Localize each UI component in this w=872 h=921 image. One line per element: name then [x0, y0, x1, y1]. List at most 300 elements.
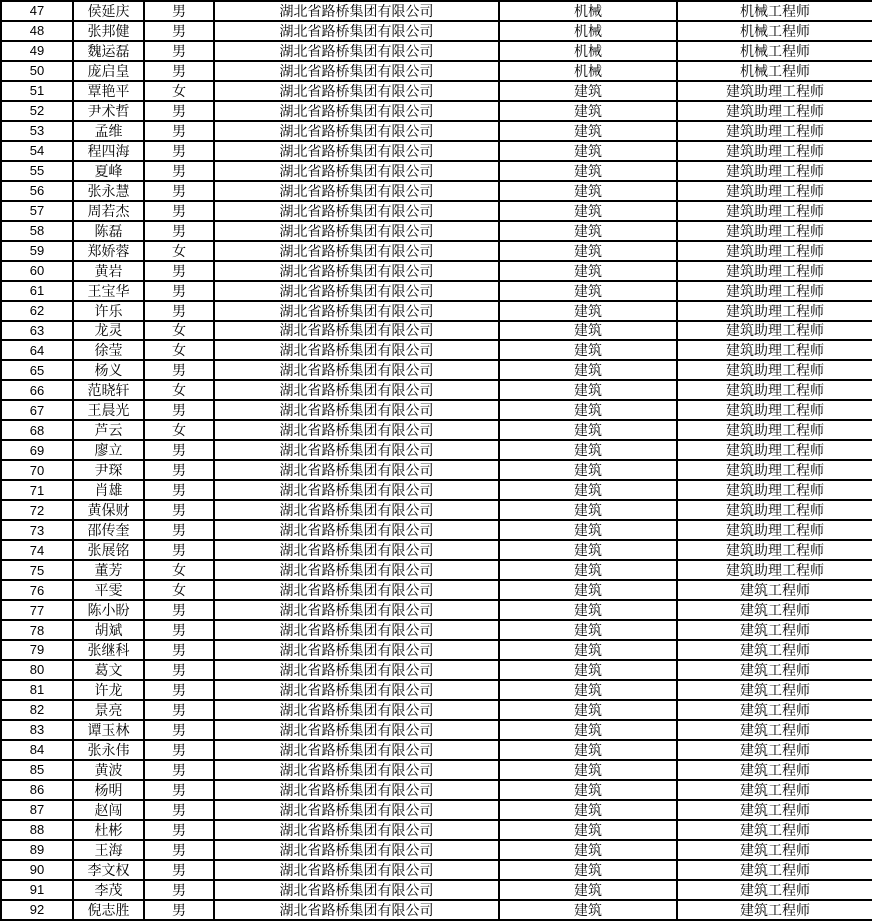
- cell-no[interactable]: 67: [1, 400, 73, 420]
- cell-name[interactable]: 平雯: [73, 580, 144, 600]
- cell-company[interactable]: 湖北省路桥集团有限公司: [214, 221, 499, 241]
- cell-company[interactable]: 湖北省路桥集团有限公司: [214, 81, 499, 101]
- cell-no[interactable]: 64: [1, 340, 73, 360]
- cell-company[interactable]: 湖北省路桥集团有限公司: [214, 380, 499, 400]
- table-row: [1, 400, 872, 420]
- cell-category[interactable]: 建筑: [499, 440, 677, 460]
- cell-name[interactable]: 魏运磊: [73, 41, 144, 61]
- cell-no[interactable]: 76: [1, 580, 73, 600]
- cell-gender[interactable]: 男: [144, 680, 214, 700]
- cell-category[interactable]: 建筑: [499, 660, 677, 680]
- cell-category[interactable]: 建筑: [499, 640, 677, 660]
- cell-gender[interactable]: 男: [144, 61, 214, 81]
- cell-gender[interactable]: 男: [144, 600, 214, 620]
- cell-no[interactable]: 71: [1, 480, 73, 500]
- cell-title[interactable]: 建筑助理工程师: [677, 201, 872, 221]
- cell-name[interactable]: 李文权: [73, 860, 144, 880]
- cell-company[interactable]: 湖北省路桥集团有限公司: [214, 840, 499, 860]
- cell-title[interactable]: 建筑助理工程师: [677, 221, 872, 241]
- cell-category[interactable]: 建筑: [499, 880, 677, 900]
- table-row: [1, 720, 872, 740]
- cell-company[interactable]: 湖北省路桥集团有限公司: [214, 340, 499, 360]
- cell-title[interactable]: 建筑助理工程师: [677, 520, 872, 540]
- cell-no[interactable]: 59: [1, 241, 73, 261]
- cell-gender[interactable]: 女: [144, 560, 214, 580]
- cell-no[interactable]: 61: [1, 281, 73, 301]
- cell-no[interactable]: 56: [1, 181, 73, 201]
- cell-category[interactable]: 建筑: [499, 261, 677, 281]
- cell-name[interactable]: 黄保财: [73, 500, 144, 520]
- cell-category[interactable]: 机械: [499, 61, 677, 81]
- cell-title[interactable]: 建筑工程师: [677, 580, 872, 600]
- cell-title[interactable]: 建筑工程师: [677, 900, 872, 920]
- cell-name[interactable]: 程四海: [73, 141, 144, 161]
- cell-company[interactable]: 湖北省路桥集团有限公司: [214, 241, 499, 261]
- cell-company[interactable]: 湖北省路桥集团有限公司: [214, 61, 499, 81]
- cell-company[interactable]: 湖北省路桥集团有限公司: [214, 760, 499, 780]
- cell-gender[interactable]: 女: [144, 580, 214, 600]
- cell-name[interactable]: 陈磊: [73, 221, 144, 241]
- cell-no[interactable]: 72: [1, 500, 73, 520]
- cell-company[interactable]: 湖北省路桥集团有限公司: [214, 400, 499, 420]
- cell-title[interactable]: 建筑助理工程师: [677, 281, 872, 301]
- cell-gender[interactable]: 男: [144, 740, 214, 760]
- cell-category[interactable]: 建筑: [499, 860, 677, 880]
- cell-no[interactable]: 92: [1, 900, 73, 920]
- cell-gender[interactable]: 男: [144, 181, 214, 201]
- table-row: [1, 121, 872, 141]
- cell-name[interactable]: 赵闯: [73, 800, 144, 820]
- cell-gender[interactable]: 男: [144, 141, 214, 161]
- cell-gender[interactable]: 女: [144, 241, 214, 261]
- cell-category[interactable]: 建筑: [499, 400, 677, 420]
- table-row: [1, 181, 872, 201]
- cell-no[interactable]: 80: [1, 660, 73, 680]
- cell-no[interactable]: 77: [1, 600, 73, 620]
- cell-category[interactable]: 建筑: [499, 281, 677, 301]
- cell-name[interactable]: 徐莹: [73, 340, 144, 360]
- cell-category[interactable]: 建筑: [499, 620, 677, 640]
- cell-gender[interactable]: 女: [144, 81, 214, 101]
- cell-name[interactable]: 张继科: [73, 640, 144, 660]
- cell-name[interactable]: 周若杰: [73, 201, 144, 221]
- cell-name[interactable]: 许乐: [73, 301, 144, 321]
- cell-name[interactable]: 肖雄: [73, 480, 144, 500]
- cell-gender[interactable]: 男: [144, 281, 214, 301]
- cell-gender[interactable]: 男: [144, 480, 214, 500]
- cell-no[interactable]: 62: [1, 301, 73, 321]
- cell-company[interactable]: 湖北省路桥集团有限公司: [214, 640, 499, 660]
- cell-category[interactable]: 建筑: [499, 380, 677, 400]
- cell-name[interactable]: 尹术哲: [73, 101, 144, 121]
- cell-category[interactable]: 建筑: [499, 520, 677, 540]
- cell-title[interactable]: 建筑助理工程师: [677, 460, 872, 480]
- cell-name[interactable]: 张永慧: [73, 181, 144, 201]
- cell-title[interactable]: 机械工程师: [677, 21, 872, 41]
- cell-no[interactable]: 79: [1, 640, 73, 660]
- cell-no[interactable]: 85: [1, 760, 73, 780]
- cell-company[interactable]: 湖北省路桥集团有限公司: [214, 660, 499, 680]
- cell-company[interactable]: 湖北省路桥集团有限公司: [214, 141, 499, 161]
- cell-gender[interactable]: 男: [144, 860, 214, 880]
- cell-category[interactable]: 机械: [499, 41, 677, 61]
- cell-no[interactable]: 54: [1, 141, 73, 161]
- cell-no[interactable]: 65: [1, 360, 73, 380]
- cell-gender[interactable]: 男: [144, 840, 214, 860]
- cell-gender[interactable]: 男: [144, 101, 214, 121]
- cell-gender[interactable]: 男: [144, 900, 214, 920]
- cell-company[interactable]: 湖北省路桥集团有限公司: [214, 860, 499, 880]
- cell-company[interactable]: 湖北省路桥集团有限公司: [214, 301, 499, 321]
- cell-name[interactable]: 张展铭: [73, 540, 144, 560]
- cell-gender[interactable]: 男: [144, 201, 214, 221]
- cell-company[interactable]: 湖北省路桥集团有限公司: [214, 360, 499, 380]
- cell-category[interactable]: 建筑: [499, 121, 677, 141]
- cell-company[interactable]: 湖北省路桥集团有限公司: [214, 321, 499, 341]
- cell-gender[interactable]: 男: [144, 161, 214, 181]
- cell-category[interactable]: 建筑: [499, 820, 677, 840]
- cell-company[interactable]: 湖北省路桥集团有限公司: [214, 720, 499, 740]
- cell-name[interactable]: 尹琛: [73, 460, 144, 480]
- cell-name[interactable]: 杨明: [73, 780, 144, 800]
- cell-category[interactable]: 建筑: [499, 600, 677, 620]
- cell-category[interactable]: 建筑: [499, 680, 677, 700]
- cell-gender[interactable]: 男: [144, 820, 214, 840]
- cell-name[interactable]: 许龙: [73, 680, 144, 700]
- cell-company[interactable]: 湖北省路桥集团有限公司: [214, 121, 499, 141]
- cell-no[interactable]: 49: [1, 41, 73, 61]
- cell-category[interactable]: 建筑: [499, 201, 677, 221]
- cell-name[interactable]: 龙灵: [73, 321, 144, 341]
- cell-category[interactable]: 建筑: [499, 500, 677, 520]
- cell-title[interactable]: 建筑工程师: [677, 720, 872, 740]
- cell-no[interactable]: 47: [1, 1, 73, 21]
- cell-title[interactable]: 建筑助理工程师: [677, 440, 872, 460]
- cell-gender[interactable]: 男: [144, 700, 214, 720]
- cell-gender[interactable]: 男: [144, 41, 214, 61]
- cell-category[interactable]: 建筑: [499, 181, 677, 201]
- cell-no[interactable]: 90: [1, 860, 73, 880]
- table-row: [1, 1, 872, 21]
- cell-no[interactable]: 60: [1, 261, 73, 281]
- cell-title[interactable]: 建筑工程师: [677, 600, 872, 620]
- cell-category[interactable]: 建筑: [499, 360, 677, 380]
- table-row: [1, 860, 872, 880]
- cell-gender[interactable]: 男: [144, 400, 214, 420]
- cell-company[interactable]: 湖北省路桥集团有限公司: [214, 540, 499, 560]
- cell-title[interactable]: 机械工程师: [677, 61, 872, 81]
- cell-gender[interactable]: 男: [144, 540, 214, 560]
- cell-title[interactable]: 建筑工程师: [677, 820, 872, 840]
- cell-no[interactable]: 89: [1, 840, 73, 860]
- cell-no[interactable]: 58: [1, 221, 73, 241]
- table-row: [1, 500, 872, 520]
- table-row: [1, 820, 872, 840]
- cell-category[interactable]: 建筑: [499, 301, 677, 321]
- cell-title[interactable]: 建筑工程师: [677, 620, 872, 640]
- cell-title[interactable]: 建筑助理工程师: [677, 340, 872, 360]
- cell-no[interactable]: 57: [1, 201, 73, 221]
- cell-title[interactable]: 建筑助理工程师: [677, 181, 872, 201]
- cell-title[interactable]: 建筑助理工程师: [677, 380, 872, 400]
- cell-name[interactable]: 王晨光: [73, 400, 144, 420]
- cell-title[interactable]: 建筑工程师: [677, 840, 872, 860]
- cell-gender[interactable]: 男: [144, 221, 214, 241]
- cell-gender[interactable]: 男: [144, 1, 214, 21]
- cell-company[interactable]: 湖北省路桥集团有限公司: [214, 41, 499, 61]
- cell-gender[interactable]: 男: [144, 121, 214, 141]
- cell-no[interactable]: 75: [1, 560, 73, 580]
- cell-gender[interactable]: 男: [144, 520, 214, 540]
- cell-name[interactable]: 倪志胜: [73, 900, 144, 920]
- cell-company[interactable]: 湖北省路桥集团有限公司: [214, 560, 499, 580]
- cell-company[interactable]: 湖北省路桥集团有限公司: [214, 181, 499, 201]
- cell-category[interactable]: 建筑: [499, 141, 677, 161]
- cell-category[interactable]: 建筑: [499, 420, 677, 440]
- cell-category[interactable]: 建筑: [499, 540, 677, 560]
- cell-name[interactable]: 廖立: [73, 440, 144, 460]
- cell-company[interactable]: 湖北省路桥集团有限公司: [214, 780, 499, 800]
- cell-category[interactable]: 建筑: [499, 321, 677, 341]
- cell-name[interactable]: 邵传奎: [73, 520, 144, 540]
- cell-title[interactable]: 建筑工程师: [677, 860, 872, 880]
- cell-no[interactable]: 50: [1, 61, 73, 81]
- table-row: [1, 221, 872, 241]
- cell-category[interactable]: 建筑: [499, 800, 677, 820]
- cell-category[interactable]: 建筑: [499, 840, 677, 860]
- cell-name[interactable]: 覃艳平: [73, 81, 144, 101]
- cell-gender[interactable]: 女: [144, 420, 214, 440]
- cell-gender[interactable]: 男: [144, 440, 214, 460]
- cell-name[interactable]: 孟维: [73, 121, 144, 141]
- cell-category[interactable]: 建筑: [499, 760, 677, 780]
- cell-no[interactable]: 66: [1, 380, 73, 400]
- cell-category[interactable]: 建筑: [499, 720, 677, 740]
- cell-category[interactable]: 建筑: [499, 560, 677, 580]
- cell-category[interactable]: 建筑: [499, 221, 677, 241]
- cell-company[interactable]: 湖北省路桥集团有限公司: [214, 900, 499, 920]
- cell-no[interactable]: 52: [1, 101, 73, 121]
- table-row: [1, 840, 872, 860]
- cell-no[interactable]: 69: [1, 440, 73, 460]
- cell-gender[interactable]: 男: [144, 620, 214, 640]
- cell-name[interactable]: 张永伟: [73, 740, 144, 760]
- cell-name[interactable]: 杜彬: [73, 820, 144, 840]
- cell-no[interactable]: 53: [1, 121, 73, 141]
- cell-title[interactable]: 建筑工程师: [677, 680, 872, 700]
- table-row: [1, 700, 872, 720]
- cell-company[interactable]: 湖北省路桥集团有限公司: [214, 201, 499, 221]
- cell-title[interactable]: 建筑助理工程师: [677, 121, 872, 141]
- cell-category[interactable]: 建筑: [499, 340, 677, 360]
- table-row: [1, 640, 872, 660]
- cell-title[interactable]: 建筑助理工程师: [677, 141, 872, 161]
- cell-category[interactable]: 建筑: [499, 460, 677, 480]
- table-row: [1, 680, 872, 700]
- cell-title[interactable]: 建筑助理工程师: [677, 560, 872, 580]
- cell-company[interactable]: 湖北省路桥集团有限公司: [214, 580, 499, 600]
- table-row: [1, 261, 872, 281]
- cell-company[interactable]: 湖北省路桥集团有限公司: [214, 600, 499, 620]
- cell-category[interactable]: 建筑: [499, 480, 677, 500]
- cell-company[interactable]: 湖北省路桥集团有限公司: [214, 460, 499, 480]
- cell-category[interactable]: 建筑: [499, 780, 677, 800]
- cell-title[interactable]: 机械工程师: [677, 41, 872, 61]
- cell-category[interactable]: 机械: [499, 21, 677, 41]
- cell-no[interactable]: 78: [1, 620, 73, 640]
- cell-name[interactable]: 杨义: [73, 360, 144, 380]
- cell-title[interactable]: 建筑助理工程师: [677, 480, 872, 500]
- cell-category[interactable]: 建筑: [499, 161, 677, 181]
- cell-name[interactable]: 黄岩: [73, 261, 144, 281]
- cell-company[interactable]: 湖北省路桥集团有限公司: [214, 500, 499, 520]
- cell-name[interactable]: 王宝华: [73, 281, 144, 301]
- cell-title[interactable]: 建筑工程师: [677, 800, 872, 820]
- cell-title[interactable]: 建筑助理工程师: [677, 161, 872, 181]
- cell-company[interactable]: 湖北省路桥集团有限公司: [214, 420, 499, 440]
- cell-title[interactable]: 建筑工程师: [677, 700, 872, 720]
- cell-gender[interactable]: 女: [144, 340, 214, 360]
- cell-category[interactable]: 建筑: [499, 241, 677, 261]
- cell-company[interactable]: 湖北省路桥集团有限公司: [214, 440, 499, 460]
- table-row: [1, 81, 872, 101]
- cell-name[interactable]: 芦云: [73, 420, 144, 440]
- cell-name[interactable]: 李茂: [73, 880, 144, 900]
- cell-title[interactable]: 建筑工程师: [677, 740, 872, 760]
- cell-category[interactable]: 机械: [499, 1, 677, 21]
- cell-title[interactable]: 建筑助理工程师: [677, 241, 872, 261]
- cell-gender[interactable]: 男: [144, 800, 214, 820]
- cell-category[interactable]: 建筑: [499, 900, 677, 920]
- table-row: [1, 780, 872, 800]
- cell-category[interactable]: 建筑: [499, 700, 677, 720]
- cell-title[interactable]: 建筑工程师: [677, 780, 872, 800]
- cell-gender[interactable]: 男: [144, 660, 214, 680]
- cell-gender[interactable]: 女: [144, 380, 214, 400]
- cell-category[interactable]: 建筑: [499, 740, 677, 760]
- cell-no[interactable]: 84: [1, 740, 73, 760]
- cell-company[interactable]: 湖北省路桥集团有限公司: [214, 880, 499, 900]
- cell-name[interactable]: 夏峰: [73, 161, 144, 181]
- cell-title[interactable]: 建筑助理工程师: [677, 420, 872, 440]
- cell-name[interactable]: 黄波: [73, 760, 144, 780]
- table-row: [1, 880, 872, 900]
- cell-title[interactable]: 建筑助理工程师: [677, 81, 872, 101]
- cell-title[interactable]: 建筑助理工程师: [677, 261, 872, 281]
- cell-category[interactable]: 建筑: [499, 81, 677, 101]
- cell-title[interactable]: 建筑助理工程师: [677, 400, 872, 420]
- cell-title[interactable]: 机械工程师: [677, 1, 872, 21]
- cell-name[interactable]: 范晓轩: [73, 380, 144, 400]
- table-row: [1, 460, 872, 480]
- table-row: [1, 580, 872, 600]
- cell-name[interactable]: 谭玉林: [73, 720, 144, 740]
- cell-title[interactable]: 建筑助理工程师: [677, 101, 872, 121]
- cell-title[interactable]: 建筑助理工程师: [677, 540, 872, 560]
- table-row: [1, 660, 872, 680]
- cell-no[interactable]: 63: [1, 321, 73, 341]
- cell-company[interactable]: 湖北省路桥集团有限公司: [214, 161, 499, 181]
- table-row: [1, 480, 872, 500]
- cell-no[interactable]: 51: [1, 81, 73, 101]
- table-row: [1, 201, 872, 221]
- cell-company[interactable]: 湖北省路桥集团有限公司: [214, 21, 499, 41]
- cell-no[interactable]: 74: [1, 540, 73, 560]
- cell-gender[interactable]: 男: [144, 460, 214, 480]
- cell-no[interactable]: 91: [1, 880, 73, 900]
- cell-gender[interactable]: 男: [144, 360, 214, 380]
- cell-no[interactable]: 87: [1, 800, 73, 820]
- cell-gender[interactable]: 男: [144, 760, 214, 780]
- cell-title[interactable]: 建筑助理工程师: [677, 301, 872, 321]
- cell-name[interactable]: 侯延庆: [73, 1, 144, 21]
- cell-title[interactable]: 建筑助理工程师: [677, 360, 872, 380]
- cell-no[interactable]: 86: [1, 780, 73, 800]
- cell-company[interactable]: 湖北省路桥集团有限公司: [214, 800, 499, 820]
- cell-no[interactable]: 73: [1, 520, 73, 540]
- cell-no[interactable]: 48: [1, 21, 73, 41]
- cell-company[interactable]: 湖北省路桥集团有限公司: [214, 1, 499, 21]
- cell-name[interactable]: 葛文: [73, 660, 144, 680]
- cell-title[interactable]: 建筑工程师: [677, 880, 872, 900]
- cell-category[interactable]: 建筑: [499, 101, 677, 121]
- table-row: [1, 141, 872, 161]
- cell-no[interactable]: 88: [1, 820, 73, 840]
- cell-gender[interactable]: 男: [144, 640, 214, 660]
- cell-no[interactable]: 70: [1, 460, 73, 480]
- cell-gender[interactable]: 男: [144, 301, 214, 321]
- cell-company[interactable]: 湖北省路桥集团有限公司: [214, 261, 499, 281]
- cell-name[interactable]: 张邦健: [73, 21, 144, 41]
- cell-company[interactable]: 湖北省路桥集团有限公司: [214, 281, 499, 301]
- cell-gender[interactable]: 男: [144, 261, 214, 281]
- cell-gender[interactable]: 男: [144, 780, 214, 800]
- cell-company[interactable]: 湖北省路桥集团有限公司: [214, 740, 499, 760]
- cell-company[interactable]: 湖北省路桥集团有限公司: [214, 680, 499, 700]
- table-row: [1, 41, 872, 61]
- cell-gender[interactable]: 男: [144, 720, 214, 740]
- cell-name[interactable]: 郑娇蓉: [73, 241, 144, 261]
- cell-gender[interactable]: 男: [144, 500, 214, 520]
- cell-name[interactable]: 胡斌: [73, 620, 144, 640]
- cell-name[interactable]: 陈小盼: [73, 600, 144, 620]
- cell-title[interactable]: 建筑工程师: [677, 760, 872, 780]
- cell-company[interactable]: 湖北省路桥集团有限公司: [214, 480, 499, 500]
- cell-gender[interactable]: 男: [144, 21, 214, 41]
- cell-name[interactable]: 董芳: [73, 560, 144, 580]
- cell-company[interactable]: 湖北省路桥集团有限公司: [214, 700, 499, 720]
- cell-company[interactable]: 湖北省路桥集团有限公司: [214, 620, 499, 640]
- cell-gender[interactable]: 男: [144, 880, 214, 900]
- cell-name[interactable]: 王海: [73, 840, 144, 860]
- cell-name[interactable]: 景亮: [73, 700, 144, 720]
- cell-category[interactable]: 建筑: [499, 580, 677, 600]
- cell-name[interactable]: 庞启皇: [73, 61, 144, 81]
- cell-company[interactable]: 湖北省路桥集团有限公司: [214, 820, 499, 840]
- cell-title[interactable]: 建筑工程师: [677, 660, 872, 680]
- cell-title[interactable]: 建筑助理工程师: [677, 321, 872, 341]
- cell-no[interactable]: 81: [1, 680, 73, 700]
- cell-no[interactable]: 82: [1, 700, 73, 720]
- cell-gender[interactable]: 女: [144, 321, 214, 341]
- cell-title[interactable]: 建筑工程师: [677, 640, 872, 660]
- cell-title[interactable]: 建筑助理工程师: [677, 500, 872, 520]
- cell-no[interactable]: 83: [1, 720, 73, 740]
- cell-no[interactable]: 55: [1, 161, 73, 181]
- cell-company[interactable]: 湖北省路桥集团有限公司: [214, 101, 499, 121]
- cell-company[interactable]: 湖北省路桥集团有限公司: [214, 520, 499, 540]
- cell-no[interactable]: 68: [1, 420, 73, 440]
